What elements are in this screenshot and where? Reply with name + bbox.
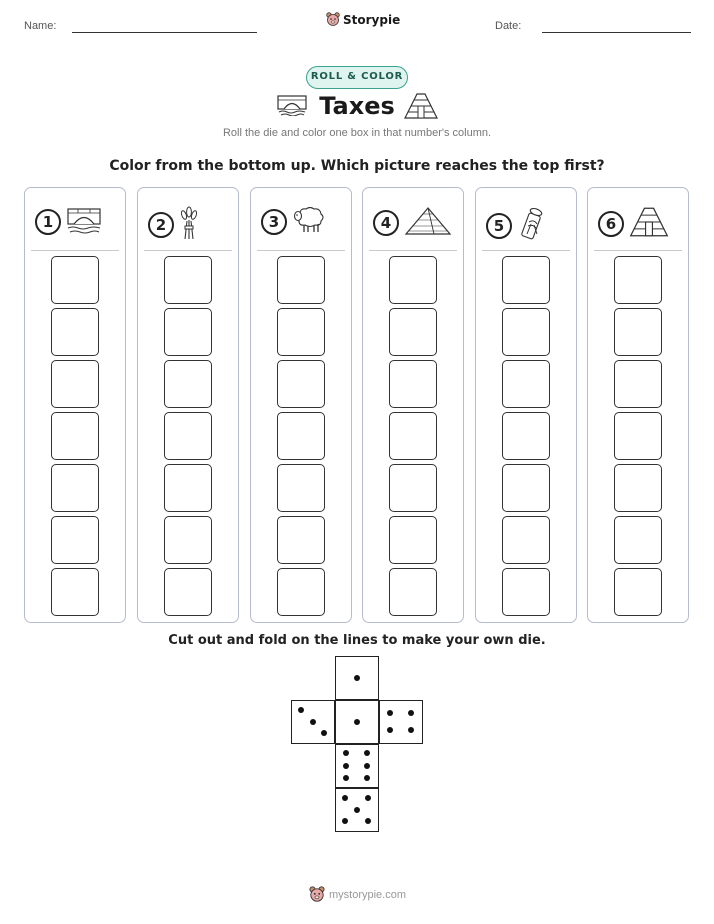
die-pip — [387, 727, 393, 733]
color-box[interactable] — [277, 412, 325, 460]
die-face-6 — [335, 744, 379, 788]
color-box[interactable] — [389, 412, 437, 460]
date-label: Date: — [495, 20, 522, 32]
column-6 — [587, 187, 689, 623]
die-face-1 — [335, 656, 379, 700]
page-subtitle: Roll the die and color one box in that number's column. — [222, 127, 492, 139]
color-box[interactable] — [51, 308, 99, 356]
color-box[interactable] — [502, 412, 550, 460]
color-box[interactable] — [389, 568, 437, 616]
die-pip — [354, 719, 360, 725]
color-box[interactable] — [277, 464, 325, 512]
column-3 — [250, 187, 352, 623]
color-box[interactable] — [614, 308, 662, 356]
column-divider — [257, 250, 345, 251]
color-box[interactable] — [614, 412, 662, 460]
bear-mascot-icon — [326, 12, 340, 28]
die-pip — [365, 818, 371, 824]
die-face-5 — [335, 788, 379, 832]
color-box[interactable] — [277, 308, 325, 356]
color-box[interactable] — [277, 360, 325, 408]
die-pip — [354, 675, 360, 681]
die-pip — [364, 763, 370, 769]
wheat-bundle-icon — [179, 206, 199, 244]
column-1 — [24, 187, 126, 623]
color-box[interactable] — [614, 568, 662, 616]
column-2 — [137, 187, 239, 623]
column-header — [148, 206, 199, 244]
color-box[interactable] — [51, 256, 99, 304]
column-4 — [362, 187, 464, 623]
die-pip — [364, 750, 370, 756]
color-box[interactable] — [389, 308, 437, 356]
cut-instruction: Cut out and fold on the lines to make your own die. — [168, 633, 546, 648]
die-pip — [342, 818, 348, 824]
scroll-icon — [517, 206, 547, 246]
color-box[interactable] — [277, 568, 325, 616]
column-header — [486, 206, 547, 246]
die-pip — [408, 727, 414, 733]
die-pip — [387, 710, 393, 716]
column-header — [35, 206, 102, 238]
color-box[interactable] — [389, 256, 437, 304]
color-box[interactable] — [502, 360, 550, 408]
brand-logo — [326, 12, 400, 28]
column-header — [373, 206, 452, 240]
die-pip — [343, 750, 349, 756]
column-number: 1 — [35, 209, 61, 235]
column-number: 2 — [148, 212, 174, 238]
die-pip — [365, 795, 371, 801]
color-box[interactable] — [51, 568, 99, 616]
color-box[interactable] — [614, 464, 662, 512]
color-box[interactable] — [164, 464, 212, 512]
step-pyramid-icon — [404, 92, 438, 120]
die-pip — [408, 710, 414, 716]
color-box[interactable] — [389, 516, 437, 564]
brand-name: Storypie — [343, 13, 401, 27]
bear-mascot-icon — [309, 886, 325, 904]
sheep-icon — [292, 206, 326, 238]
roll-color-badge: ROLL & COLOR — [306, 66, 408, 89]
column-divider — [369, 250, 457, 251]
color-box[interactable] — [389, 464, 437, 512]
color-box[interactable] — [51, 516, 99, 564]
step-pyramid-icon — [629, 206, 669, 242]
die-pip — [364, 775, 370, 781]
color-box[interactable] — [389, 360, 437, 408]
page-title: Taxes — [319, 92, 395, 120]
color-box[interactable] — [164, 412, 212, 460]
column-number: 5 — [486, 213, 512, 239]
name-label: Name: — [24, 20, 57, 32]
column-number: 3 — [261, 209, 287, 235]
footer — [309, 886, 406, 904]
column-number: 4 — [373, 210, 399, 236]
color-box[interactable] — [51, 412, 99, 460]
color-box[interactable] — [502, 256, 550, 304]
color-box[interactable] — [614, 360, 662, 408]
color-box[interactable] — [502, 516, 550, 564]
color-box[interactable] — [277, 516, 325, 564]
die-face-3 — [291, 700, 335, 744]
column-divider — [482, 250, 570, 251]
instruction-text: Color from the bottom up. Which picture reaches the top first? — [109, 158, 605, 174]
name-line[interactable] — [72, 32, 257, 33]
die-pip — [354, 807, 360, 813]
color-box[interactable] — [502, 464, 550, 512]
column-divider — [594, 250, 682, 251]
bridge-icon — [66, 206, 102, 238]
color-box[interactable] — [51, 360, 99, 408]
column-number: 6 — [598, 211, 624, 237]
column-header — [598, 206, 669, 242]
die-face-1 — [335, 700, 379, 744]
pyramid-icon — [404, 206, 452, 240]
color-box[interactable] — [51, 464, 99, 512]
color-box[interactable] — [614, 516, 662, 564]
die-pip — [321, 730, 327, 736]
color-box[interactable] — [164, 256, 212, 304]
color-box[interactable] — [614, 256, 662, 304]
color-box[interactable] — [502, 568, 550, 616]
color-box[interactable] — [164, 360, 212, 408]
color-box[interactable] — [164, 308, 212, 356]
column-5 — [475, 187, 577, 623]
die-pip — [342, 795, 348, 801]
footer-url[interactable]: mystorypie.com — [329, 889, 407, 901]
die-pip — [298, 707, 304, 713]
column-header — [261, 206, 326, 238]
color-box[interactable] — [164, 516, 212, 564]
die-pip — [343, 775, 349, 781]
date-line[interactable] — [542, 32, 691, 33]
color-box[interactable] — [277, 256, 325, 304]
die-face-4 — [379, 700, 423, 744]
die-pip — [310, 719, 316, 725]
color-box[interactable] — [502, 308, 550, 356]
color-box[interactable] — [164, 568, 212, 616]
column-divider — [31, 250, 119, 251]
die-pip — [343, 763, 349, 769]
column-divider — [144, 250, 232, 251]
